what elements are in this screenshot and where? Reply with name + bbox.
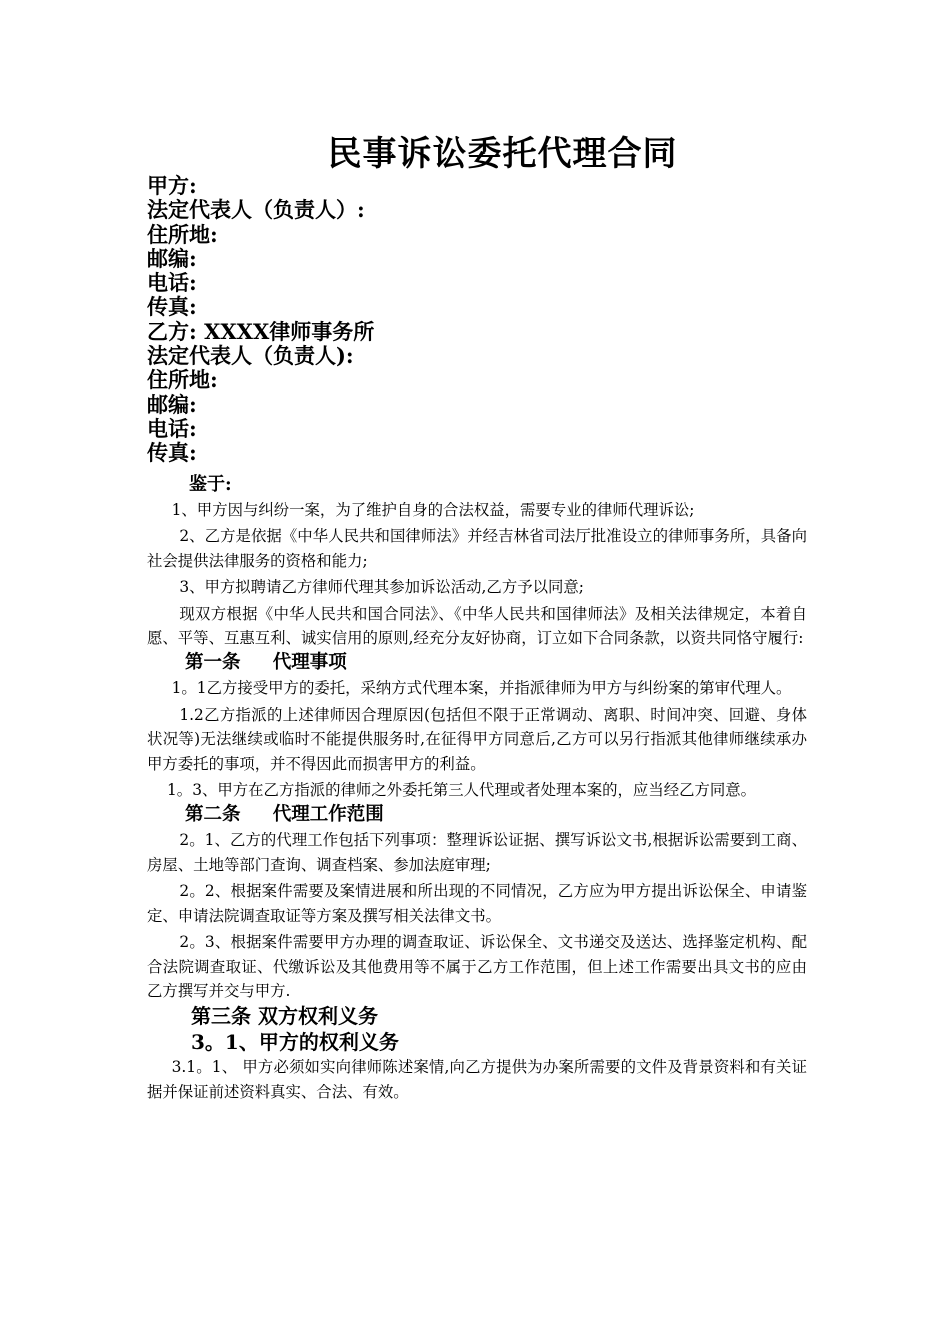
party-b-postcode: 邮编: <box>147 391 197 417</box>
party-b-fax: 传真: <box>147 440 197 466</box>
article-1-clause-3: 1。3、甲方在乙方指派的律师之外委托第三人代理或者处理本案的，应当经乙方同意。 <box>167 781 757 800</box>
article-3-subheading: 3。1、甲方的权利义务 <box>191 1030 399 1055</box>
party-info-block <box>147 174 374 466</box>
party-b-phone: 电话: <box>147 415 197 441</box>
contract-body <box>147 472 807 1104</box>
article-2-clause-1: 2。1、乙方的代理工作包括下列事项：整理诉讼证据、撰写诉讼文书,根据诉讼需要到工商、房屋、土地等部门查询、调查档案、参加法庭审理; <box>147 831 807 874</box>
party-b-representative: 法定代表人（负责人): <box>147 343 354 369</box>
article-3-heading: 第三条 双方权利义务 <box>191 1004 378 1029</box>
whereas-clause-4: 现双方根据《中华人民共和国合同法》、《中华人民共和国律师法》及相关法律规定，本着自愿、平等、互惠互利、诚实信用的原则,经充分友好协商，订立如下合同条款，以资共同恪守履行: <box>147 604 807 648</box>
article-2-heading: 第二条 代理工作范围 <box>185 804 384 826</box>
document-title: 民事诉讼委托代理合同 <box>327 134 678 174</box>
article-2-clause-2: 2。2、根据案件需要及案情进展和所出现的不同情况，乙方应为甲方提出诉讼保全、申请鉴定、申请法院调查取证等方案及撰写相关法律文书。 <box>147 882 807 925</box>
party-a-phone: 电话: <box>147 270 197 296</box>
article-1-heading: 第一条 代理事项 <box>185 652 347 674</box>
whereas-clause-2: 2、乙方是依据《中华人民共和国律师法》并经吉林省司法厅批准设立的律师事务所，具备向社会提供法律服务的资格和能力; <box>147 527 807 570</box>
article-1-clause-1: 1。1乙方接受甲方的委托，采纳方式代理本案，并指派律师为甲方与纠纷案的第审代理人。 <box>171 679 792 698</box>
party-a-representative: 法定代表人（负责人）: <box>147 197 365 223</box>
party-a-address: 住所地: <box>147 221 218 247</box>
party-a-postcode: 邮编: <box>147 245 197 271</box>
party-b-address: 住所地: <box>147 367 218 393</box>
article-2-clause-3: 2。3、根据案件需要甲方办理的调查取证、诉讼保全、文书递交及送达、选择鉴定机构、配合法院调查取证、代缴诉讼及其他费用等不属于乙方工作范围，但上述工作需要出具文书的应由乙方撰写并交与甲方. <box>147 933 807 1000</box>
whereas-clause-1: 1、甲方因与纠纷一案，为了维护自身的合法权益，需要专业的律师代理诉讼; <box>171 501 695 519</box>
whereas-label: 鉴于: <box>189 474 232 495</box>
party-b-label: 乙方: XXXX律师事务所 <box>147 318 375 344</box>
whereas-clause-3: 3、甲方拟聘请乙方律师代理其参加诉讼活动,乙方予以同意; <box>179 578 584 597</box>
article-1-clause-2: 1.2乙方指派的上述律师因合理原因(包括但不限于正常调动、离职、时间冲突、回避、身体状况等)无法继续或临时不能提供服务时,在征得甲方同意后,乙方可以另行指派其他律师继续承办甲方委托的事项，并不得因此而损害甲方的利益。 <box>147 705 807 773</box>
party-a-label: 甲方: <box>147 173 197 198</box>
party-a-fax: 传真: <box>147 294 197 320</box>
article-3-clause-1: 3.1。1、 甲方必须如实向律师陈述案情,向乙方提供为办案所需要的文件及背景资料和有关证据并保证前述资料真实、合法、有效。 <box>147 1058 807 1101</box>
